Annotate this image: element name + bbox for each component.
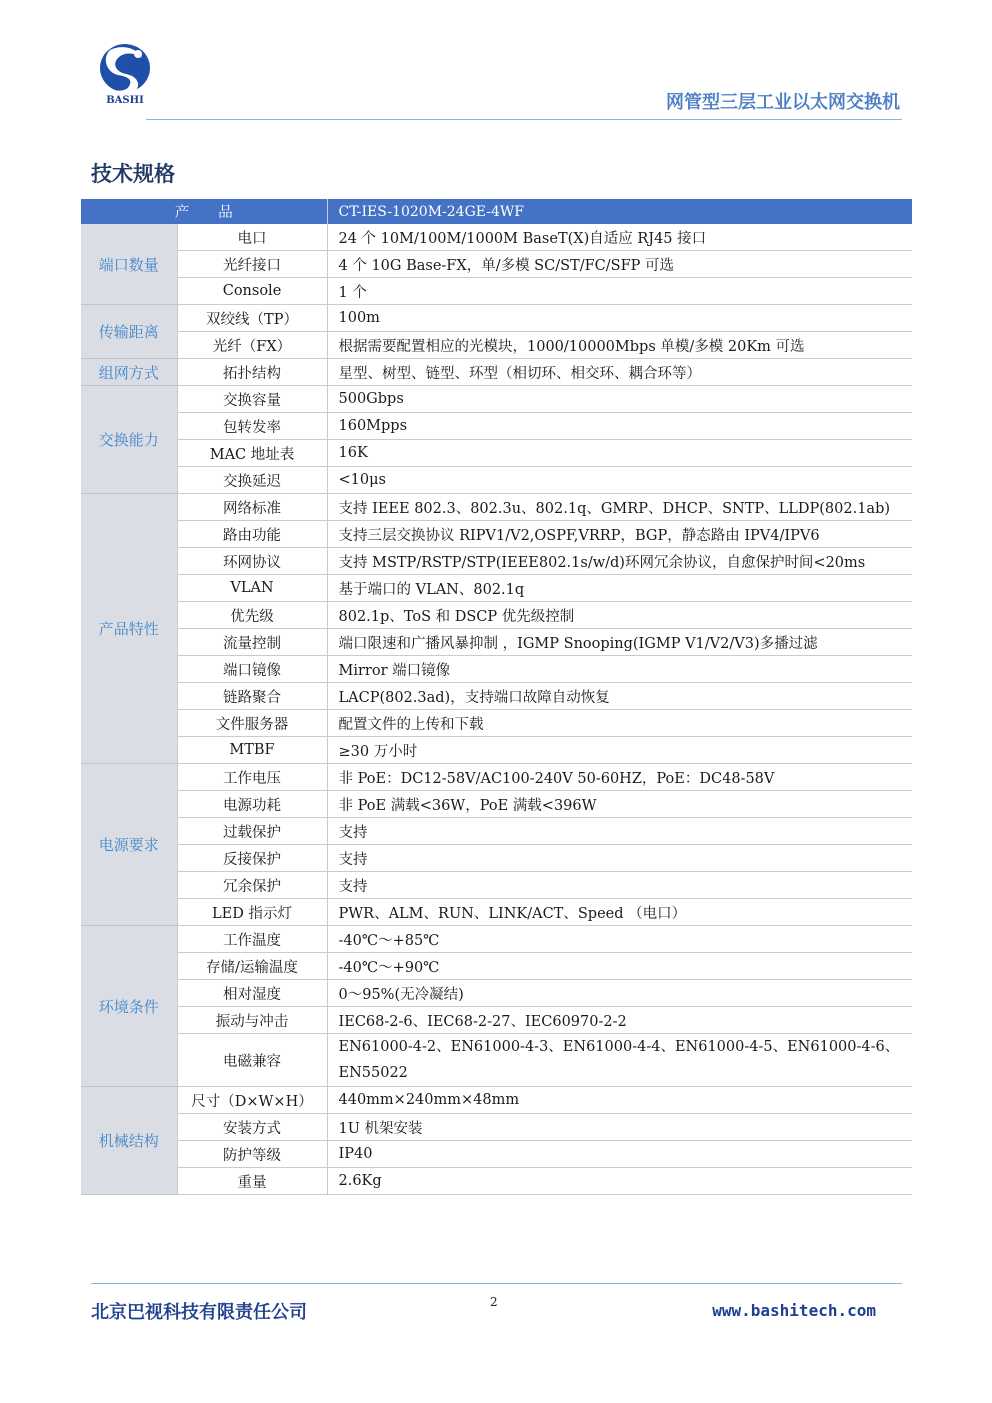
spec-value-cell: 非 PoE：DC12-58V/AC100-240V 50-60HZ，PoE：DC48-58V [327, 764, 912, 791]
table-row [81, 278, 912, 305]
product-label: 产 品 [81, 199, 327, 224]
spec-value-cell: 1 个 [327, 278, 912, 305]
category-cell: 环境条件 [81, 926, 177, 1087]
spec-value-cell: 配置文件的上传和下载 [327, 710, 912, 737]
table-row [81, 1087, 912, 1114]
spec-item-cell: 反接保护 [177, 845, 327, 872]
spec-item-cell: 路由功能 [177, 521, 327, 548]
spec-value-cell: 支持 [327, 818, 912, 845]
spec-value-cell: 4 个 10G Base-FX，单/多模 SC/ST/FC/SFP 可选 [327, 251, 912, 278]
spec-value-cell: 支持三层交换协议 RIPV1/V2,OSPF,VRRP，BGP，静态路由 IPV4/IPV6 [327, 521, 912, 548]
spec-item-cell: 电口 [177, 224, 327, 251]
spec-item-cell: 相对湿度 [177, 980, 327, 1007]
spec-value-cell: 440mm×240mm×48mm [327, 1087, 912, 1114]
table-row [81, 764, 912, 791]
spec-value-cell: ≥30 万小时 [327, 737, 912, 764]
spec-value-cell: 支持 [327, 845, 912, 872]
spec-item-cell: 包转发率 [177, 413, 327, 440]
table-row [81, 1168, 912, 1195]
spec-item-cell: MTBF [177, 737, 327, 764]
spec-value-cell: EN61000-4-2、EN61000-4-3、EN61000-4-4、EN61000-4-5、EN61000-4-6、EN55022 [327, 1034, 912, 1087]
spec-item-cell: 双绞线（TP） [177, 305, 327, 332]
page-number: 2 [490, 1295, 498, 1309]
spec-item-cell: 光纤（FX） [177, 332, 327, 359]
table-row [81, 440, 912, 467]
table-row [81, 845, 912, 872]
spec-value-cell: -40℃～+90℃ [327, 953, 912, 980]
spec-value-cell: 500Gbps [327, 386, 912, 413]
table-row [81, 305, 912, 332]
spec-value-cell: 支持 MSTP/RSTP/STP(IEEE802.1s/w/d)环网冗余协议，自愈保护时间<20ms [327, 548, 912, 575]
spec-value-cell: 1U 机架安装 [327, 1114, 912, 1141]
header-title: 网管型三层工业以太网交换机 [666, 92, 900, 113]
table-row [81, 575, 912, 602]
spec-item-cell: 冗余保护 [177, 872, 327, 899]
table-row [81, 629, 912, 656]
table-row [81, 1007, 912, 1034]
table-row [81, 251, 912, 278]
category-cell: 传输距离 [81, 305, 177, 359]
header-divider [146, 119, 902, 120]
table-row [81, 818, 912, 845]
spec-value-cell: 160Mpps [327, 413, 912, 440]
table-row [81, 521, 912, 548]
table-row [81, 953, 912, 980]
spec-value-cell: Mirror 端口镜像 [327, 656, 912, 683]
spec-item-cell: 电磁兼容 [177, 1034, 327, 1087]
table-row [81, 548, 912, 575]
spec-item-cell: 振动与冲击 [177, 1007, 327, 1034]
spec-value-cell: PWR、ALM、RUN、LINK/ACT、Speed （电口） [327, 899, 912, 926]
table-row [81, 737, 912, 764]
spec-table [81, 199, 912, 1195]
spec-item-cell: 安装方式 [177, 1114, 327, 1141]
table-row [81, 710, 912, 737]
spec-item-cell: 过载保护 [177, 818, 327, 845]
category-cell: 产品特性 [81, 494, 177, 764]
spec-value-cell: 根据需要配置相应的光模块，1000/10000Mbps 单模/多模 20Km 可选 [327, 332, 912, 359]
spec-item-cell: 流量控制 [177, 629, 327, 656]
spec-value-cell: -40℃～+85℃ [327, 926, 912, 953]
spec-value-cell: 100m [327, 305, 912, 332]
table-row [81, 386, 912, 413]
footer-website[interactable]: www.bashitech.com [712, 1301, 876, 1320]
spec-item-cell: 环网协议 [177, 548, 327, 575]
spec-item-cell: 链路聚合 [177, 683, 327, 710]
spec-value-cell: 0～95%(无冷凝结) [327, 980, 912, 1007]
spec-item-cell: 防护等级 [177, 1141, 327, 1168]
spec-item-cell: 存储/运输温度 [177, 953, 327, 980]
table-header-row [81, 199, 912, 224]
spec-value-cell: 802.1p、ToS 和 DSCP 优先级控制 [327, 602, 912, 629]
table-row [81, 602, 912, 629]
table-row [81, 980, 912, 1007]
spec-item-cell: 交换容量 [177, 386, 327, 413]
spec-item-cell: 文件服务器 [177, 710, 327, 737]
spec-value-cell: IP40 [327, 1141, 912, 1168]
spec-item-cell: MAC 地址表 [177, 440, 327, 467]
spec-item-cell: VLAN [177, 575, 327, 602]
spec-value-cell: <10μs [327, 467, 912, 494]
table-row [81, 1034, 912, 1087]
spec-item-cell: 工作电压 [177, 764, 327, 791]
spec-item-cell: 交换延迟 [177, 467, 327, 494]
table-row [81, 791, 912, 818]
spec-item-cell: 电源功耗 [177, 791, 327, 818]
spec-item-cell: LED 指示灯 [177, 899, 327, 926]
product-model: CT-IES-1020M-24GE-4WF [327, 199, 912, 224]
spec-value-cell: 2.6Kg [327, 1168, 912, 1195]
spec-item-cell: 工作温度 [177, 926, 327, 953]
spec-value-cell: 星型、树型、链型、环型（相切环、相交环、耦合环等） [327, 359, 912, 386]
spec-item-cell: 端口镜像 [177, 656, 327, 683]
table-row [81, 872, 912, 899]
spec-item-cell: 重量 [177, 1168, 327, 1195]
table-row [81, 683, 912, 710]
table-row [81, 926, 912, 953]
spec-value-cell: IEC68-2-6、IEC68-2-27、IEC60970-2-2 [327, 1007, 912, 1034]
spec-item-cell: 优先级 [177, 602, 327, 629]
footer-divider [91, 1283, 902, 1284]
spec-value-cell: 支持 IEEE 802.3、802.3u、802.1q、GMRP、DHCP、SNTP、LLDP(802.1ab) [327, 494, 912, 521]
table-row [81, 899, 912, 926]
spec-value-cell: 基于端口的 VLAN、802.1q [327, 575, 912, 602]
spec-item-cell: Console [177, 278, 327, 305]
logo-text: BASHI [106, 95, 144, 106]
category-cell: 组网方式 [81, 359, 177, 386]
table-row [81, 332, 912, 359]
footer-company: 北京巴视科技有限责任公司 [91, 1302, 307, 1323]
category-cell: 端口数量 [81, 224, 177, 305]
spec-item-cell: 网络标准 [177, 494, 327, 521]
spec-item-cell: 拓扑结构 [177, 359, 327, 386]
section-title: 技术规格 [91, 162, 175, 186]
table-row [81, 494, 912, 521]
table-row [81, 467, 912, 494]
spec-value-cell: 非 PoE 满载<36W，PoE 满载<396W [327, 791, 912, 818]
spec-item-cell: 尺寸（D×W×H） [177, 1087, 327, 1114]
table-row [81, 413, 912, 440]
table-row [81, 1141, 912, 1168]
spec-item-cell: 光纤接口 [177, 251, 327, 278]
spec-value-cell: 24 个 10M/100M/1000M BaseT(X)自适应 RJ45 接口 [327, 224, 912, 251]
category-cell: 电源要求 [81, 764, 177, 926]
spec-value-cell: 16K [327, 440, 912, 467]
table-row [81, 656, 912, 683]
category-cell: 交换能力 [81, 386, 177, 494]
spec-value-cell: LACP(802.3ad)，支持端口故障自动恢复 [327, 683, 912, 710]
table-row [81, 1114, 912, 1141]
table-row [81, 359, 912, 386]
spec-value-cell: 支持 [327, 872, 912, 899]
spec-value-cell: 端口限速和广播风暴抑制 ，IGMP Snooping(IGMP V1/V2/V3)多播过滤 [327, 629, 912, 656]
category-cell: 机械结构 [81, 1087, 177, 1195]
table-row [81, 224, 912, 251]
